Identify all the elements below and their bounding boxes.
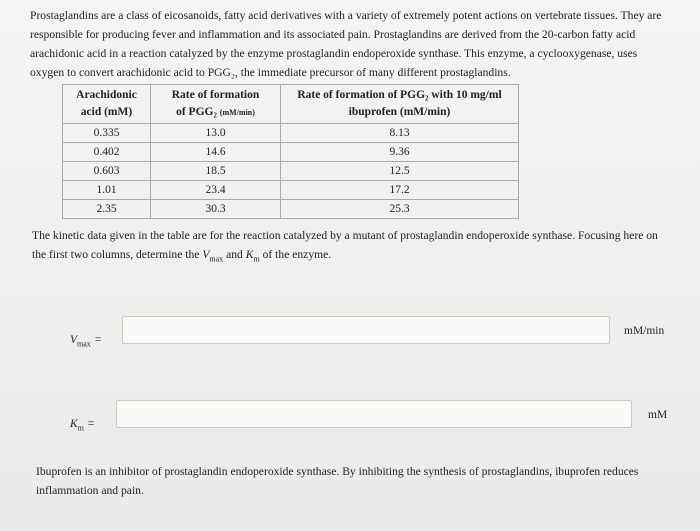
table-row — [63, 124, 519, 143]
km-label: $K_m$ = — [70, 418, 95, 433]
outro-paragraph: Ibuprofen is an inhibitor of prostaglandin endoperoxide synthase. By inhibiting the synthesis of prostaglandins, ibuprofen reduces inflammation and pain. — [36, 465, 639, 497]
question-text — [32, 226, 672, 268]
table-cell: 17.2 — [281, 181, 519, 200]
kinetics-table — [62, 84, 519, 219]
table-cell: 2.35 — [63, 200, 151, 219]
table-row — [63, 162, 519, 181]
table-cell: 30.3 — [151, 200, 281, 219]
table-header-row — [63, 85, 519, 124]
table-cell: 25.3 — [281, 200, 519, 219]
table-cell: 12.5 — [281, 162, 519, 181]
table-row — [63, 181, 519, 200]
table-cell: 13.0 — [151, 124, 281, 143]
table-body — [63, 124, 519, 219]
vmax-label: $V_{max}$ = — [70, 334, 102, 349]
table-cell: 0.402 — [63, 143, 151, 162]
table-cell: 9.36 — [281, 143, 519, 162]
km-input[interactable] — [116, 400, 632, 428]
header-arachidonic-acid: Arachidonic acid (mM) — [63, 85, 151, 124]
table-row — [63, 200, 519, 219]
header-rate-pgg2: Rate of formation of PGG₂ (mM/min) — [151, 85, 281, 124]
table-cell: 0.335 — [63, 124, 151, 143]
table-cell: 18.5 — [151, 162, 281, 181]
table-cell: 0.603 — [63, 162, 151, 181]
vmax-unit: mM/min — [624, 325, 665, 337]
intro-text — [30, 6, 670, 82]
outro-text — [36, 462, 656, 500]
intro-paragraph: Prostaglandins are a class of eicosanoids, fatty acid derivatives with a variety of extremely potent actions on vertebrate tissues. They are responsible for producing fever and inflammation and its associated pain. Prostaglandins are derived from the 20-carbon fatty acid arachidonic acid in a reaction catalyzed by the enzyme prostaglandin endoperoxide synthase. This enzyme, a cyclooxygenase, uses oxygen to convert arachidonic acid to PGG₂, the immediate precursor of many different prostaglandins. — [30, 9, 662, 79]
table-cell: 23.4 — [151, 181, 281, 200]
header-rate-ibuprofen: Rate of formation of PGG₂ with 10 mg/ml ibuprofen (mM/min) — [281, 85, 519, 124]
vmax-input[interactable] — [122, 316, 610, 344]
table-row — [63, 143, 519, 162]
table-cell: 1.01 — [63, 181, 151, 200]
km-unit: mM — [648, 409, 668, 421]
table-cell: 8.13 — [281, 124, 519, 143]
table-cell: 14.6 — [151, 143, 281, 162]
question-paragraph: The kinetic data given in the table are for the reaction catalyzed by a mutant of prostaglandin endoperoxide synthase. Focusing here on the first two columns, determine the $V_{max}$ and $K_m$ of the enzyme. — [32, 229, 658, 264]
